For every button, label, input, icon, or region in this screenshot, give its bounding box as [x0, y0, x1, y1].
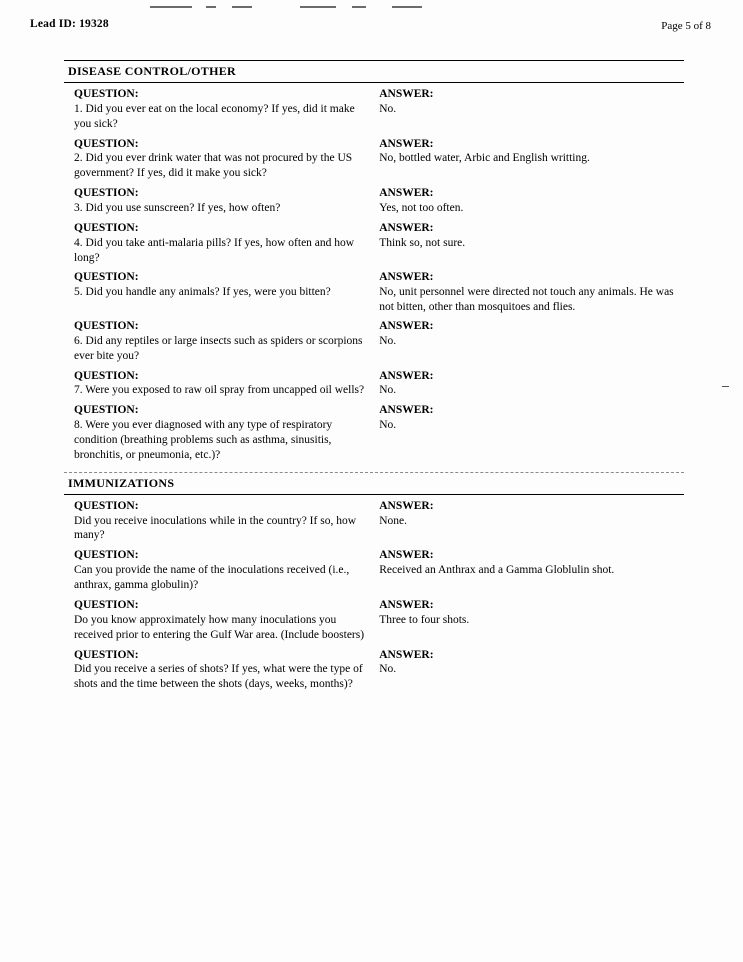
answer-label: ANSWER:	[379, 320, 434, 333]
answer-text: Received an Anthrax and a Gamma Globlulin shot.	[379, 564, 615, 577]
answer-text: No.	[379, 419, 397, 431]
page-header	[0, 18, 743, 36]
qa-row	[64, 365, 684, 400]
answer-cell	[375, 544, 684, 594]
question-text: Did you receive a series of shots? If yes, what were the type of shots and the time between the shots (days, weeks, months)?	[74, 663, 363, 691]
answer-label: ANSWER:	[379, 88, 434, 100]
question-text: 5. Did you handle any animals? If yes, were you bitten?	[74, 286, 331, 299]
scan-artifact	[232, 6, 252, 8]
answer-label: ANSWER:	[379, 599, 434, 611]
question-text: 6. Did any reptiles or large insects such as spiders or scorpions ever bite you?	[74, 334, 363, 362]
question-label: QUESTION:	[74, 271, 139, 284]
answer-cell	[375, 266, 684, 315]
question-cell	[64, 182, 375, 217]
answer-text: Think so, not sure.	[379, 236, 466, 249]
question-text: Did you receive inoculations while in the country? If so, how many?	[74, 514, 356, 542]
question-label: QUESTION:	[74, 648, 139, 661]
qa-row	[64, 495, 684, 545]
qa-row	[64, 217, 684, 267]
qa-table	[64, 83, 684, 464]
answer-cell	[375, 594, 684, 644]
qa-row	[64, 83, 684, 133]
answer-text: No.	[379, 102, 397, 115]
scan-artifact	[150, 6, 192, 8]
answer-label: ANSWER:	[379, 499, 434, 512]
question-text: 7. Were you exposed to raw oil spray from uncapped oil wells?	[74, 384, 365, 397]
question-cell	[64, 644, 375, 694]
question-cell	[64, 399, 375, 464]
answer-label: ANSWER:	[379, 404, 434, 417]
answer-text: Three to four shots.	[379, 613, 470, 626]
section-disease-control	[64, 60, 684, 464]
question-cell	[64, 495, 375, 545]
section-gap	[64, 464, 684, 472]
question-label: QUESTION:	[74, 499, 139, 512]
qa-row	[64, 544, 684, 594]
qa-row	[64, 399, 684, 464]
answer-cell	[375, 495, 684, 545]
answer-label: ANSWER:	[379, 549, 434, 562]
question-label: QUESTION:	[74, 599, 139, 611]
question-cell	[64, 365, 375, 400]
answer-label: ANSWER:	[379, 369, 434, 382]
answer-text: None.	[379, 514, 408, 527]
scan-artifact	[206, 6, 216, 8]
answer-cell	[375, 133, 684, 183]
question-label: QUESTION:	[74, 187, 139, 200]
section-title: IMMUNIZATIONS	[68, 475, 175, 490]
scan-artifact	[352, 6, 366, 8]
answer-cell	[375, 217, 684, 267]
question-label: QUESTION:	[74, 88, 139, 100]
qa-row	[64, 133, 684, 183]
answer-label: ANSWER:	[379, 137, 434, 150]
question-text: Can you provide the name of the inoculations received (i.e., anthrax, gamma globulin)?	[74, 564, 350, 592]
question-label: QUESTION:	[74, 221, 139, 234]
answer-cell	[375, 644, 684, 694]
answer-text: No.	[379, 334, 397, 347]
answer-cell	[375, 83, 684, 133]
qa-row	[64, 266, 684, 315]
question-cell	[64, 544, 375, 594]
answer-label: ANSWER:	[379, 187, 434, 200]
answer-text: No.	[379, 384, 397, 397]
section-title: DISEASE CONTROL/OTHER	[68, 64, 237, 78]
scan-artifact	[392, 6, 422, 8]
answer-text: Yes, not too often.	[379, 201, 464, 214]
answer-label: ANSWER:	[379, 271, 434, 284]
question-cell	[64, 217, 375, 267]
scan-artifact	[722, 386, 729, 387]
question-cell	[64, 83, 375, 133]
answer-text: No, unit personnel were directed not touch any animals. He was not bitten, other than mosquitoes and flies.	[379, 286, 674, 314]
answer-text: No, bottled water, Arbic and English writting.	[379, 152, 590, 165]
question-label: QUESTION:	[74, 369, 139, 382]
question-label: QUESTION:	[74, 320, 139, 333]
qa-row	[64, 315, 684, 365]
qa-row	[64, 182, 684, 217]
question-cell	[64, 133, 375, 183]
question-cell	[64, 266, 375, 315]
question-text: 2. Did you ever drink water that was not procured by the US government? If yes, did it make you sick?	[74, 152, 353, 180]
question-cell	[64, 594, 375, 644]
section-immunizations	[64, 472, 684, 693]
page-number-label: Page 5 of 8	[661, 20, 711, 32]
question-cell	[64, 315, 375, 365]
qa-row	[64, 594, 684, 644]
question-text: 8. Were you ever diagnosed with any type of respiratory condition (breathing problems such as asthma, sinusitis, bronchitis, or pneumonia, etc.)?	[74, 419, 333, 461]
answer-label: ANSWER:	[379, 221, 434, 234]
answer-cell	[375, 365, 684, 400]
answer-label: ANSWER:	[379, 648, 434, 661]
answer-cell	[375, 182, 684, 217]
qa-table	[64, 495, 684, 693]
answer-text: No.	[379, 663, 397, 676]
question-text: Do you know approximately how many inoculations you received prior to entering the Gulf War area. (Include boosters)	[74, 613, 365, 641]
question-text: 3. Did you use sunscreen? If yes, how often?	[74, 201, 281, 214]
lead-id-label: Lead ID: 19328	[30, 18, 109, 30]
question-text: 1. Did you ever eat on the local economy? If yes, did it make you sick?	[74, 102, 355, 130]
question-text: 4. Did you take anti-malaria pills? If yes, how often and how long?	[74, 236, 355, 264]
answer-cell	[375, 315, 684, 365]
document-body	[64, 60, 684, 693]
question-label: QUESTION:	[74, 404, 139, 417]
qa-row	[64, 644, 684, 694]
question-label: QUESTION:	[74, 549, 139, 562]
answer-cell	[375, 399, 684, 464]
question-label: QUESTION:	[74, 137, 139, 150]
scan-artifact	[300, 6, 336, 8]
